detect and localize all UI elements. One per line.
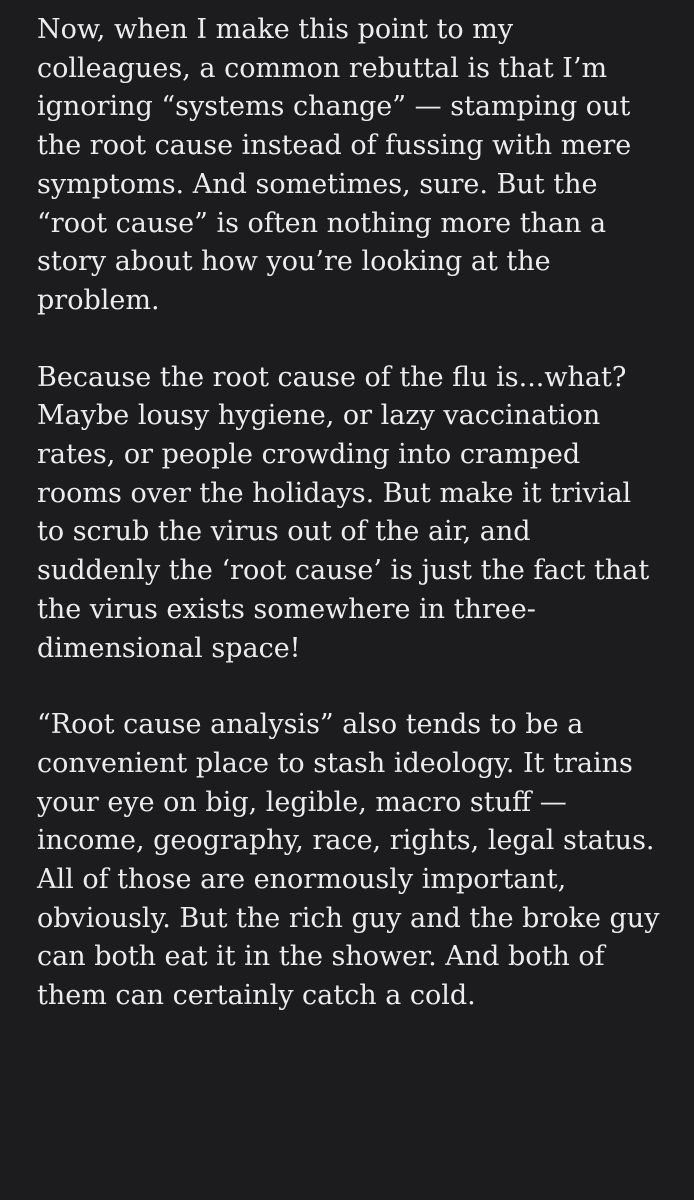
text-line: to scrub the virus out of the air, and	[37, 516, 531, 548]
text-line: Maybe lousy hygiene, or lazy vaccination	[37, 400, 601, 432]
text-line: All of those are enormously important,	[37, 864, 567, 896]
text-line: your eye on big, legible, macro stuff —	[37, 786, 567, 818]
text-line: dimensional space!	[37, 632, 301, 664]
text-line: the root cause instead of fussing with mere	[37, 130, 632, 162]
text-line: Now, when I make this point to my	[37, 14, 514, 45]
text-line: rates, or people crowding into cramped	[37, 439, 581, 471]
text-line: can both eat it in the shower. And both of	[37, 941, 605, 973]
text-line: rooms over the holidays. But make it trivial	[37, 477, 632, 509]
text-line: colleagues, a common rebuttal is that I’m	[37, 52, 608, 84]
text-line: “Root cause analysis” also tends to be a	[37, 709, 584, 741]
text-line: the virus exists somewhere in three-	[37, 593, 536, 625]
text-line: convenient place to stash ideology. It trains	[37, 747, 633, 779]
text-line: obviously. But the rich guy and the broke guy	[37, 902, 660, 934]
text-line: Because the root cause of the flu is...what?	[37, 361, 627, 393]
paragraph-2	[37, 359, 674, 669]
text-line: suddenly the ‘root cause’ is just the fact that	[37, 555, 650, 587]
text-line: ignoring “systems change” — stamping out	[37, 91, 631, 123]
text-line: them can certainly catch a cold.	[37, 980, 476, 1012]
paragraph-3	[37, 706, 674, 1016]
paragraph-1	[37, 11, 674, 321]
text-line: “root cause” is often nothing more than a	[37, 207, 607, 239]
text-line: story about how you’re looking at the	[37, 246, 551, 278]
text-line: income, geography, race, rights, legal status.	[37, 825, 655, 857]
text-line: problem.	[37, 284, 160, 316]
text-line: symptoms. And sometimes, sure. But the	[37, 168, 598, 200]
